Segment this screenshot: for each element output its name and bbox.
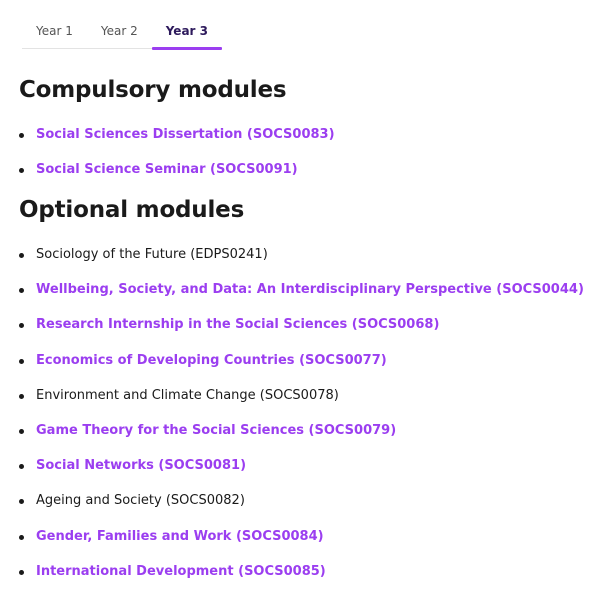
list-item [19,280,584,315]
list-item [19,491,584,526]
module-link[interactable]: Research Internship in the Social Sciences (SOCS0068) [36,317,440,333]
list-item [19,386,584,421]
module-link[interactable]: Social Sciences Dissertation (SOCS0083) [36,127,335,142]
list-item [19,351,584,386]
list-item [19,527,584,562]
module-link[interactable]: Social Networks (SOCS0081) [36,458,247,474]
tab-year-2[interactable]: Year 2 [100,24,138,38]
list-item [19,562,584,597]
list-item [19,421,584,456]
module-link[interactable]: Economics of Developing Countries (SOCS0077) [36,352,387,368]
list-item [19,456,584,491]
tab-year-3[interactable]: Year 3 [152,16,222,48]
module-text: Environment and Climate Change (SOCS0078) [36,387,339,403]
module-text: Ageing and Society (SOCS0082) [36,493,245,509]
module-link[interactable]: Social Science Seminar (SOCS0091) [36,162,298,178]
module-link[interactable]: International Development (SOCS0085) [36,563,326,579]
module-link[interactable]: Wellbeing, Society, and Data: An Interdisciplinary Perspective (SOCS0044) [36,282,584,298]
list-item [19,245,584,280]
year-tabs [22,16,222,49]
list-item [19,315,584,350]
optional-modules-list [19,245,584,597]
optional-modules-heading: Optional modules [19,197,245,223]
compulsory-modules-heading: Compulsory modules [19,77,287,103]
list-item [19,125,335,160]
module-link[interactable]: Game Theory for the Social Sciences (SOCS0079) [36,422,397,438]
compulsory-modules-list [19,125,335,195]
module-text: Sociology of the Future (EDPS0241) [36,247,268,262]
tab-year-1[interactable]: Year 1 [36,24,73,38]
module-link[interactable]: Gender, Families and Work (SOCS0084) [36,528,324,544]
list-item [19,160,335,195]
